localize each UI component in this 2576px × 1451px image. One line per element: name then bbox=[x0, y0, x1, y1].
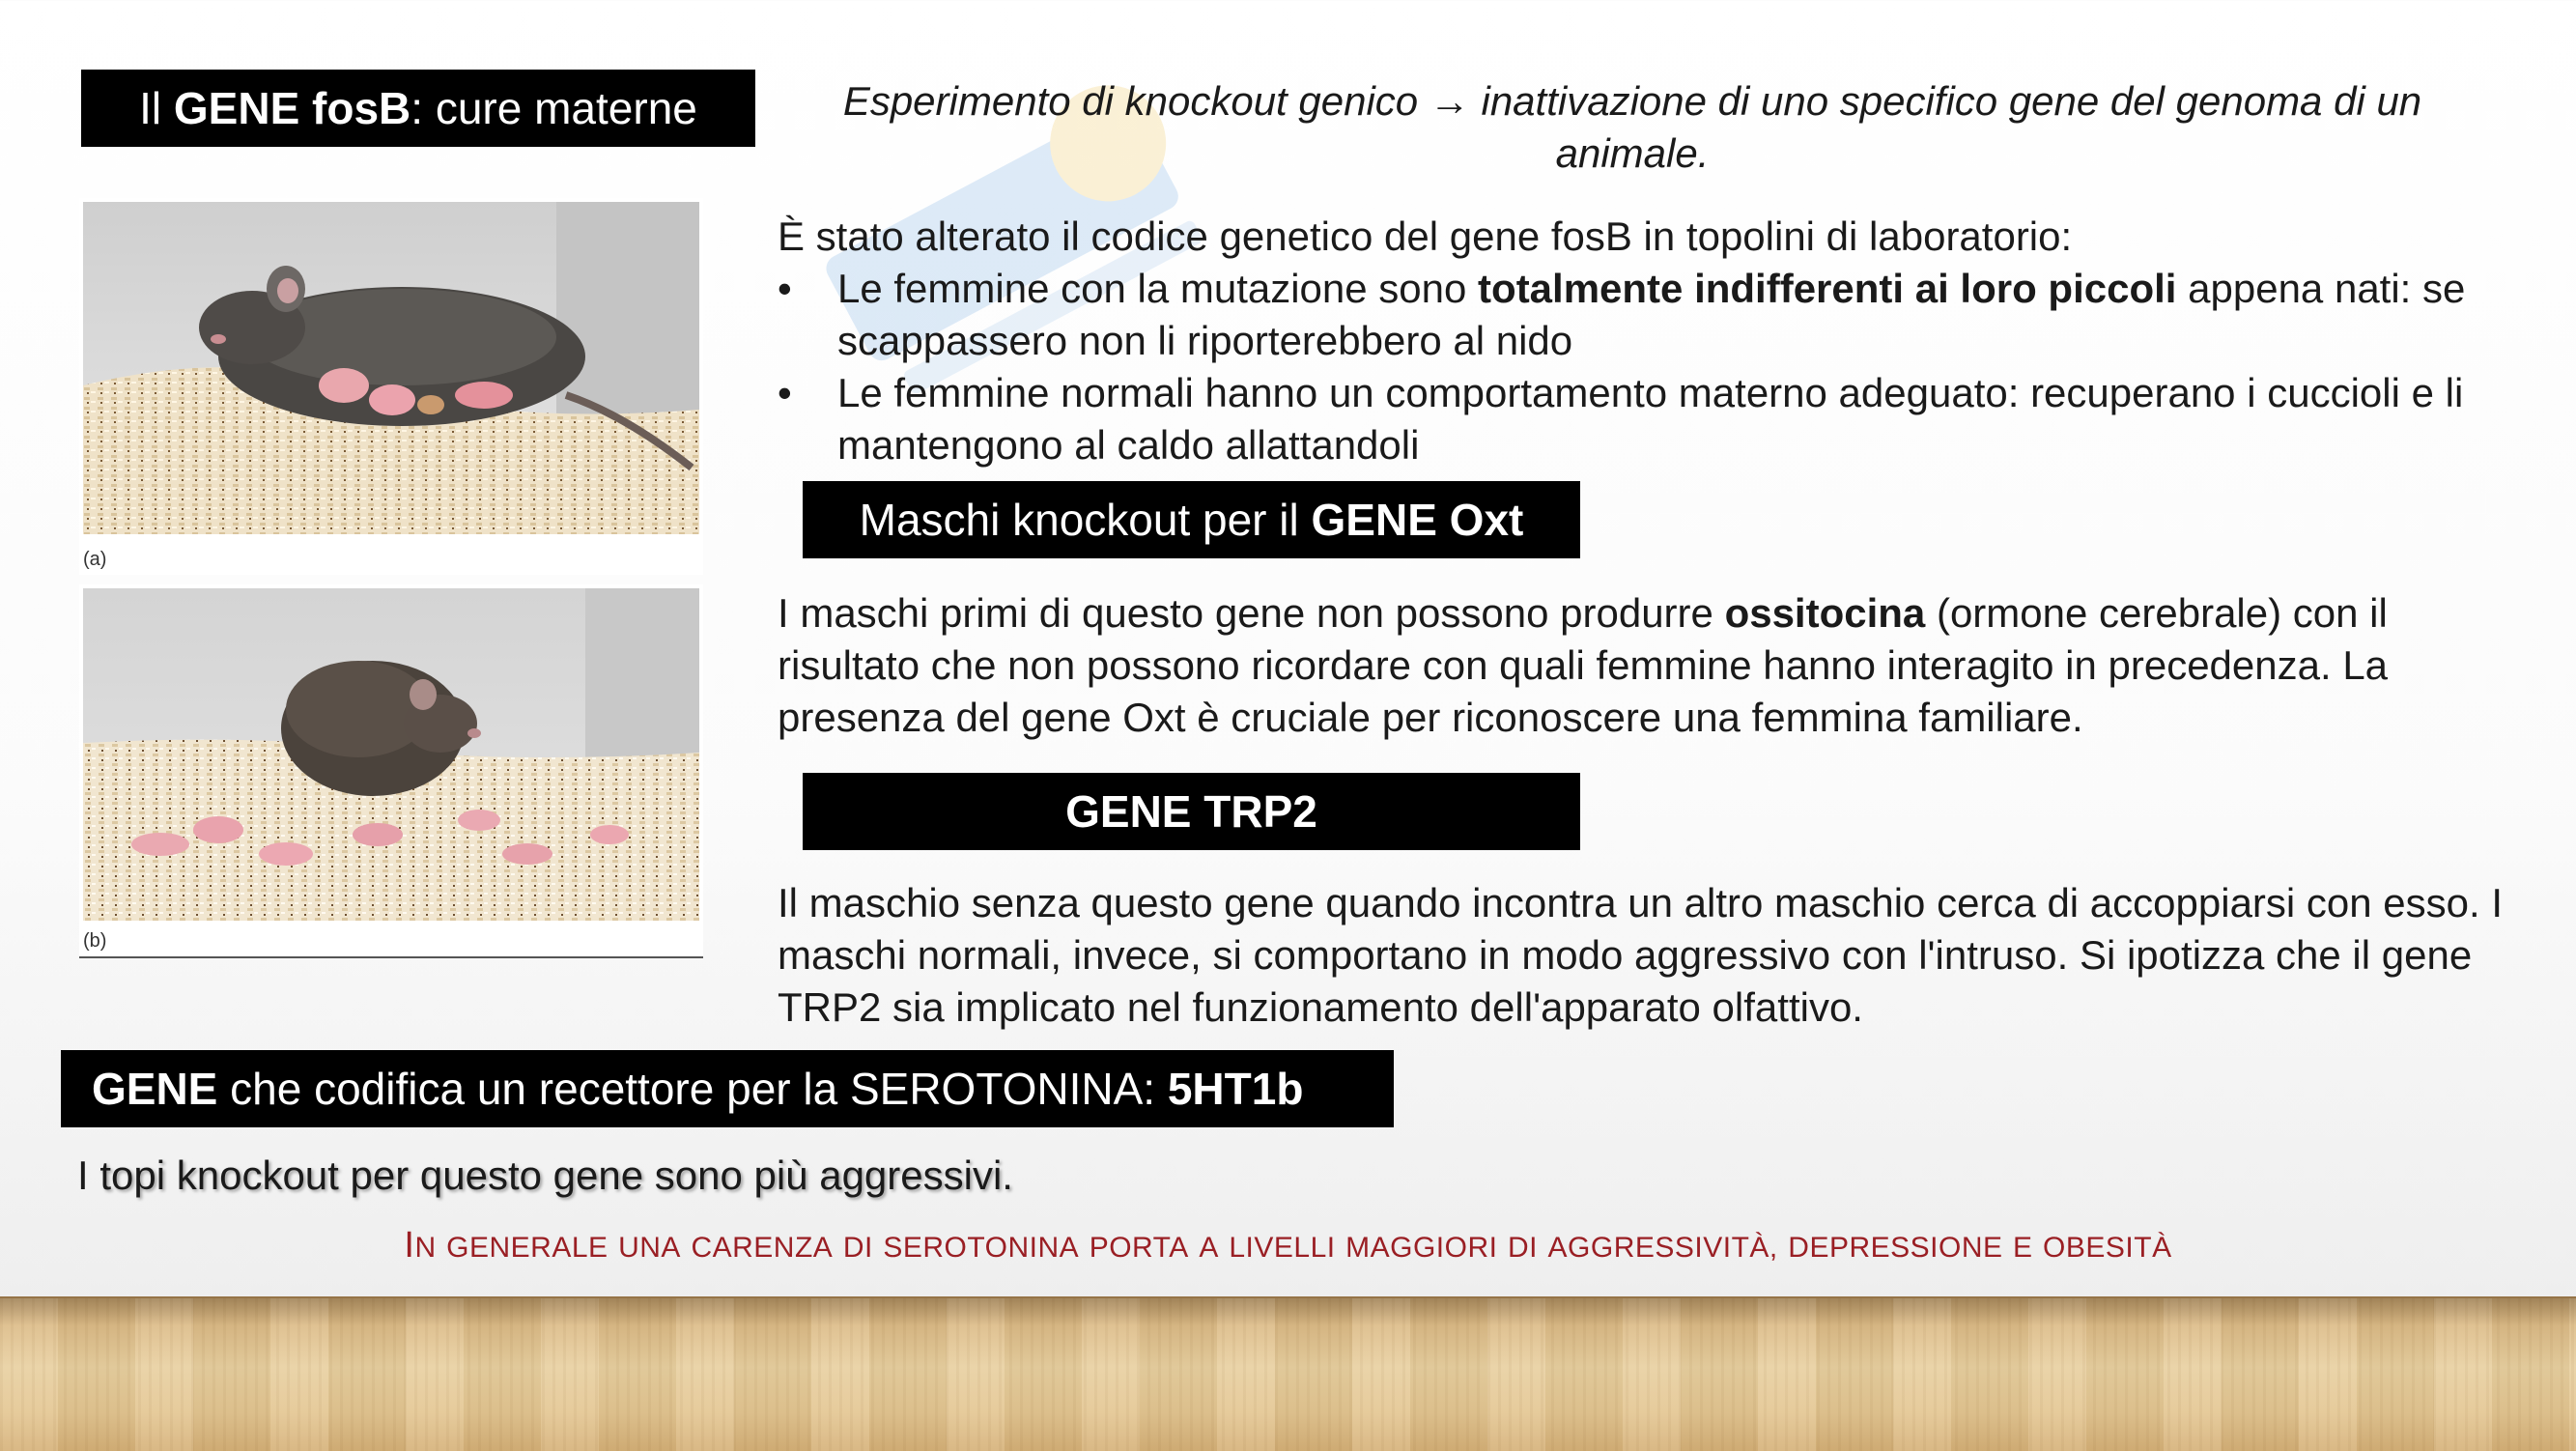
serotonin-heading-code: 5HT1b bbox=[1167, 1064, 1304, 1114]
oxt-text-bold: ossitocina bbox=[1724, 590, 1926, 636]
conclusion-word: IN bbox=[404, 1225, 437, 1266]
conclusion-word: SEROTONINA bbox=[883, 1232, 1080, 1264]
title-prefix: Il bbox=[139, 83, 174, 133]
oxt-heading-gene: GENE Oxt bbox=[1311, 495, 1524, 545]
bullet-text-after: appena nati: se scappassero non li riporterebbero al nido bbox=[837, 266, 2466, 363]
title-suffix: : cure materne bbox=[410, 83, 697, 133]
serotonin-text-rest: topi knockout per questo gene sono più aggressivi. bbox=[99, 1152, 1013, 1198]
oxt-heading-box bbox=[803, 481, 1580, 558]
conclusion-word: MAGGIORI bbox=[1345, 1232, 1498, 1264]
conclusion-word: UNA bbox=[618, 1232, 681, 1264]
floor-shadow bbox=[0, 1296, 2576, 1325]
conclusion-word: LIVELLI bbox=[1229, 1232, 1336, 1264]
list-item bbox=[778, 263, 2506, 367]
fosb-bullet-list bbox=[778, 263, 2506, 471]
intro-text: Esperimento di knockout genico → inattivazione di uno specifico gene del genoma di un animale. bbox=[842, 78, 2422, 176]
photo-mother-mouse-indifferent bbox=[79, 584, 703, 958]
oxt-text-after: (ormone cerebrale) con il risultato che non possono ricordare con quali femmine hanno interagito in precedenza. La presenza del gene Oxt è cruciale per riconoscere una femmina familiare. bbox=[778, 590, 2389, 740]
bullet-text: Le femmine normali hanno un comportamento materno adeguato: recuperano i cuccioli e li mantengono al caldo allattandoli bbox=[837, 370, 2464, 468]
oxt-text-before: I maschi primi di questo gene non possono produrre bbox=[778, 590, 1725, 636]
oxt-heading-prefix: Maschi knockout per il bbox=[859, 495, 1312, 545]
bullet-text-bold: totalmente indifferenti ai loro piccoli bbox=[1478, 266, 2177, 311]
serotonin-paragraph bbox=[77, 1150, 1816, 1202]
conclusion-word: E bbox=[2013, 1232, 2033, 1264]
fosb-lead: È stato alterato il codice genetico del gene fosB in topolini di laboratorio: bbox=[778, 213, 2073, 259]
mouse-photo-a bbox=[83, 202, 699, 534]
serotonin-heading-box bbox=[61, 1050, 1394, 1127]
serotonin-heading-mid: che codifica un recettore per la SEROTONINA: bbox=[217, 1064, 1168, 1114]
conclusion-word: CARENZA bbox=[691, 1232, 834, 1264]
list-item bbox=[778, 367, 2506, 471]
trp2-heading: GENE TRP2 bbox=[1065, 786, 1317, 837]
trp2-heading-box bbox=[803, 773, 1580, 850]
bullet-icon: • bbox=[778, 266, 792, 311]
oxt-paragraph bbox=[778, 587, 2516, 744]
conclusion-word: OBESITÀ bbox=[2043, 1232, 2172, 1264]
conclusion-text bbox=[0, 1225, 2576, 1266]
photo-b-label: (b) bbox=[83, 930, 107, 952]
conclusion-word: GENERALE bbox=[446, 1232, 609, 1264]
photo-mother-mouse-nesting bbox=[79, 198, 703, 575]
trp2-paragraph: Il maschio senza questo gene quando incontra un altro maschio cerca di accoppiarsi con esso. I maschi normali, invece, si comportano in modo aggressivo con l'intruso. Si ipotizza che il gene TRP2 sia implicato nel funzionamento dell'apparato olfattivo. bbox=[778, 880, 2504, 1030]
serotonin-heading-gene: GENE bbox=[92, 1064, 218, 1114]
mouse-photo-b bbox=[83, 588, 699, 921]
title-gene: GENE fosB bbox=[173, 83, 411, 133]
conclusion-word: PORTA bbox=[1089, 1232, 1189, 1264]
fosb-section bbox=[778, 211, 2506, 471]
conclusion-word: AGGRESSIVITÀ, bbox=[1547, 1232, 1778, 1264]
bullet-icon: • bbox=[778, 370, 792, 415]
conclusion-word: DEPRESSIONE bbox=[1788, 1232, 2003, 1264]
bullet-text-before: Le femmine con la mutazione sono bbox=[837, 266, 1479, 311]
serotonin-text-first: I bbox=[77, 1152, 100, 1198]
title-box bbox=[81, 70, 755, 147]
conclusion-word: A bbox=[1199, 1232, 1219, 1264]
conclusion-word: DI bbox=[1507, 1232, 1538, 1264]
photo-a-label: (a) bbox=[83, 549, 107, 570]
conclusion-word: DI bbox=[842, 1232, 873, 1264]
